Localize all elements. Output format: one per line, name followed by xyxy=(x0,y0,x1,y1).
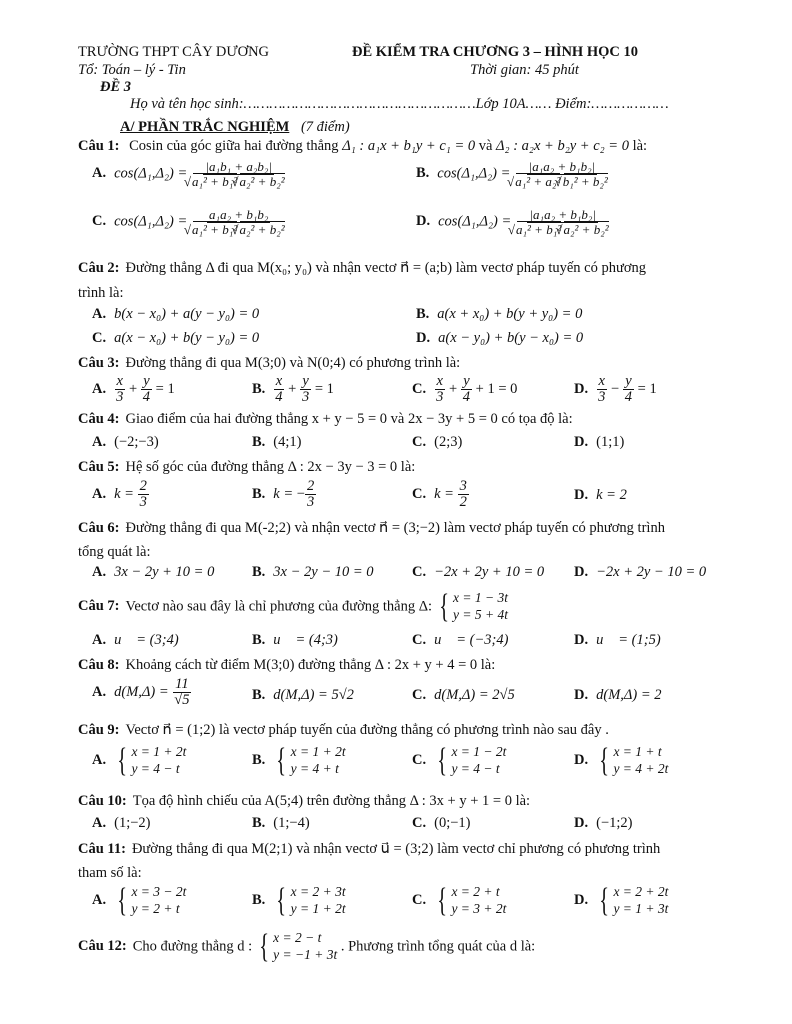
question-2-cont: trình là: xyxy=(78,285,124,301)
option-1a[interactable]: A. cos(Δ₁,Δ₂) = |a₁b₁ + a₂b₂| √ a₁² + b₁² √ a₂² + b₂² xyxy=(92,160,287,188)
option-2c[interactable]: C. a(x − x₀) + b(y − y₀) = 0 xyxy=(92,330,260,346)
option-4c[interactable]: C. (2;3) xyxy=(412,434,463,450)
question-1-options-row-1 xyxy=(92,160,732,200)
option-7d[interactable]: D. u⃗ = (1;5) xyxy=(574,632,661,648)
option-3c[interactable]: C. $\frac{x}{3}$ + $\frac{y}{4}$ + 1 = 0 xyxy=(412,373,518,406)
option-8c[interactable]: C. d(M,Δ) = 2√5 xyxy=(412,687,515,703)
question-8: Câu 8: Khoảng cách từ điểm M(3;0) đường thẳng Δ : 2x + y + 4 = 0 là: xyxy=(78,657,496,673)
option-10d[interactable]: D. (−1;2) xyxy=(574,815,633,831)
option-1b[interactable]: B. cos(Δ₁,Δ₂) = |a₁a₂ + b₁b₂| √ a₁² + a₂² √ b₁² + b₂² xyxy=(416,160,610,188)
option-7b[interactable]: B. u⃗ = (4;3) xyxy=(252,632,338,648)
option-11b[interactable]: B. { x = 2 + 3t y = 1 + 2t xyxy=(252,882,346,919)
section-heading xyxy=(120,119,350,136)
option-3d[interactable]: D. $\frac{x}{3}$ − $\frac{y}{4}$ = 1 xyxy=(574,373,657,406)
school-name: TRƯỜNG THPT CÂY DƯƠNG xyxy=(78,44,270,60)
option-8b[interactable]: B. d(M,Δ) = 5√2 xyxy=(252,687,354,703)
option-9c[interactable]: C. { x = 1 − 2t y = 4 − t xyxy=(412,742,507,779)
option-5c[interactable]: C. k = $\frac{3}{2}$ xyxy=(412,478,467,511)
question-3: Câu 3: Đường thẳng đi qua M(3;0) và N(0;4) có phương trình là: xyxy=(78,355,461,371)
option-6a[interactable]: A. 3x − 2y + 10 = 0 xyxy=(92,564,215,580)
option-10b[interactable]: B. (1;−4) xyxy=(252,815,310,831)
question-5: Câu 5: Hệ số góc của đường thẳng Δ : 2x − 3y − 3 = 0 là: xyxy=(78,459,416,475)
question-1-options-row-2 xyxy=(92,208,732,248)
section-title: A/ PHẦN TRẮC NGHIỆM xyxy=(120,119,290,135)
question-5-options xyxy=(92,479,732,515)
section-points: (7 điểm) xyxy=(300,119,350,135)
option-11d[interactable]: D. { x = 2 + 2t y = 1 + 3t xyxy=(574,882,669,919)
question-12: Câu 12: Cho đường thẳng d : { x = 2 − t y = −1 + 3t . Phương trình tổng quát của d là: xyxy=(78,928,536,965)
exam-time: Thời gian: 45 phút xyxy=(470,62,579,78)
option-2a[interactable]: A. b(x − x₀) + a(y − y₀) = 0 xyxy=(92,306,260,322)
option-1c[interactable]: C. cos(Δ₁,Δ₂) = a₁a₂ + b₁b₂ √ a₁² + b₁² √ a₂² + b₂² xyxy=(92,208,287,236)
option-4d[interactable]: D. (1;1) xyxy=(574,434,625,450)
option-11c[interactable]: C. { x = 2 + t y = 3 + 2t xyxy=(412,882,507,919)
exam-title: ĐỀ KIỂM TRA CHƯƠNG 3 – HÌNH HỌC 10 xyxy=(352,44,638,60)
question-11: Câu 11: Đường thẳng đi qua M(2;1) và nhận vectơ u⃗ = (3;2) làm vectơ chỉ phương có phương trình xyxy=(78,841,661,857)
question-11-options xyxy=(92,884,732,928)
option-9d[interactable]: D. { x = 1 + t y = 4 + 2t xyxy=(574,742,669,779)
option-6d[interactable]: D. −2x + 2y − 10 = 0 xyxy=(574,564,707,580)
option-7c[interactable]: C. u⃗ = (−3;4) xyxy=(412,632,509,648)
option-9a[interactable]: A. { x = 1 + 2t y = 4 − t xyxy=(92,742,187,779)
option-8a[interactable]: A. d(M,Δ) = $\frac{11}{√5}$ xyxy=(92,676,190,709)
option-2d[interactable]: D. a(x − y₀) + b(y − x₀) = 0 xyxy=(416,330,584,346)
option-10c[interactable]: C. (0;−1) xyxy=(412,815,471,831)
option-3a[interactable]: A. $\frac{x}{3}$ + $\frac{y}{4}$ = 1 xyxy=(92,373,175,406)
option-6b[interactable]: B. 3x − 2y − 10 = 0 xyxy=(252,564,374,580)
option-4b[interactable]: B. (4;1) xyxy=(252,434,302,450)
option-9b[interactable]: B. { x = 1 + 2t y = 4 + t xyxy=(252,742,346,779)
exam-code: ĐỀ 3 xyxy=(100,79,132,95)
option-6c[interactable]: C. −2x + 2y + 10 = 0 xyxy=(412,564,545,580)
question-8-options xyxy=(92,677,732,717)
option-2b[interactable]: B. a(x + x₀) + b(y + y₀) = 0 xyxy=(416,306,583,322)
question-9-options xyxy=(92,744,732,788)
question-3-options xyxy=(92,374,732,410)
option-5b[interactable]: B. k = − $\frac{2}{3}$ xyxy=(252,478,315,511)
option-10a[interactable]: A. (1;−2) xyxy=(92,815,151,831)
question-7: Câu 7: Vectơ nào sau đây là chỉ phương của đường thẳng Δ: { x = 1 − 3t y = 5 + 4t xyxy=(78,588,508,625)
option-8d[interactable]: D. d(M,Δ) = 2 xyxy=(574,687,662,703)
option-5a[interactable]: A. k = $\frac{2}{3}$ xyxy=(92,478,147,511)
option-4a[interactable]: A. (−2;−3) xyxy=(92,434,159,450)
option-7a[interactable]: A. u⃗ = (3;4) xyxy=(92,632,179,648)
option-11a[interactable]: A. { x = 3 − 2t y = 2 + t xyxy=(92,882,187,919)
question-6-cont: tổng quát là: xyxy=(78,544,151,560)
student-info-line: Họ và tên học sinh:………………………………………………Lớp 10A…… Điểm:……………… xyxy=(130,96,669,112)
question-9: Câu 9: Vectơ n⃗ = (1;2) là vectơ pháp tuyến của đường thẳng có phương trình nào sau đây . xyxy=(78,722,609,738)
option-5d[interactable]: D. k = 2 xyxy=(574,487,627,503)
department: Tổ: Toán – lý - Tin xyxy=(78,62,186,78)
question-10: Câu 10: Tọa độ hình chiếu của A(5;4) trên đường thẳng Δ : 3x + y + 1 = 0 là: xyxy=(78,793,531,809)
question-4: Câu 4: Giao điểm của hai đường thẳng x + y − 5 = 0 và 2x − 3y + 5 = 0 có tọa độ là: xyxy=(78,411,573,427)
question-11-cont: tham số là: xyxy=(78,865,142,881)
question-1: Câu 1: Cosin của góc giữa hai đường thẳng Δ₁ : a₁x + b₁y + c₁ = 0 và Δ₂ : a₂x + b₂y + c₂ = 0 là: xyxy=(78,138,648,154)
question-2: Câu 2: Đường thẳng Δ đi qua M(x₀; y₀) và nhận vectơ n⃗ = (a;b) làm vectơ pháp tuyến có phương xyxy=(78,260,646,276)
question-6: Câu 6: Đường thẳng đi qua M(-2;2) và nhận vectơ n⃗ = (3;−2) làm vectơ pháp tuyến có phương trình xyxy=(78,520,665,536)
option-3b[interactable]: B. $\frac{x}{4}$ + $\frac{y}{3}$ = 1 xyxy=(252,373,334,406)
option-1d[interactable]: D. cos(Δ₁,Δ₂) = |a₁a₂ + b₁b₂| √ a₁² + b₁² √ a₂² + b₂² xyxy=(416,208,611,236)
